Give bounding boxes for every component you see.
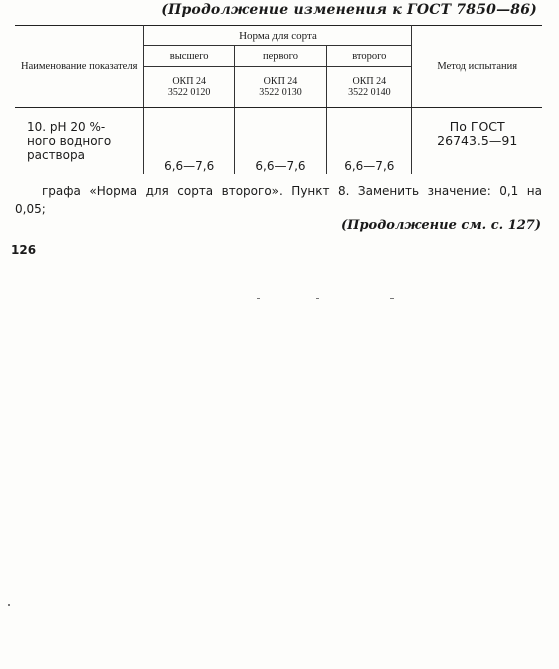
grade-header-first: первого — [234, 46, 326, 67]
test-method-line: 26743.5—91 — [437, 133, 518, 148]
test-method-line: По ГОСТ — [449, 119, 505, 134]
table-row — [15, 108, 542, 175]
grade-header-highest: высшего — [144, 46, 234, 67]
continuation-header: (Продолжение изменения к ГОСТ 7850—86) — [161, 2, 537, 18]
value-second: 6,6—7,6 — [327, 108, 412, 175]
test-method — [412, 108, 542, 175]
okp-code-line: ОКП 24 — [263, 76, 298, 87]
okp-code-line: 3522 0120 — [167, 87, 211, 98]
okp-code-line: 3522 0130 — [259, 87, 302, 98]
okp-code-highest — [144, 67, 234, 108]
okp-code-line: ОКП 24 — [172, 76, 206, 87]
okp-code-first — [234, 67, 326, 108]
amendment-paragraph: графа «Норма для сорта второго». Пункт 8. Заменить значение: 0,1 на 0,05; — [15, 184, 542, 216]
indicator-name — [15, 108, 144, 175]
spec-table — [15, 25, 542, 174]
okp-code-line: 3522 0140 — [348, 87, 391, 98]
table-header-row — [15, 26, 542, 46]
column-header-name: Наименование показателя — [15, 26, 144, 108]
column-header-method: Метод испытания — [412, 26, 542, 108]
indicator-name-line: 10. рН 20 %- — [27, 120, 106, 134]
okp-code-line: ОКП 24 — [352, 76, 387, 87]
scan-speck — [390, 298, 394, 299]
indicator-name-line: ного водного — [27, 134, 112, 148]
grade-header-second: второго — [327, 46, 412, 67]
scan-speck — [8, 604, 10, 606]
value-first: 6,6—7,6 — [234, 108, 326, 175]
scan-speck — [316, 298, 319, 299]
page-number: 126 — [11, 243, 37, 257]
okp-code-second — [327, 67, 412, 108]
scan-speck — [257, 298, 260, 299]
column-header-norm: Норма для сорта — [144, 26, 412, 46]
continued-note: (Продолжение см. с. 127) — [341, 218, 541, 233]
indicator-name-line: раствора — [27, 148, 85, 162]
value-highest: 6,6—7,6 — [144, 108, 234, 175]
